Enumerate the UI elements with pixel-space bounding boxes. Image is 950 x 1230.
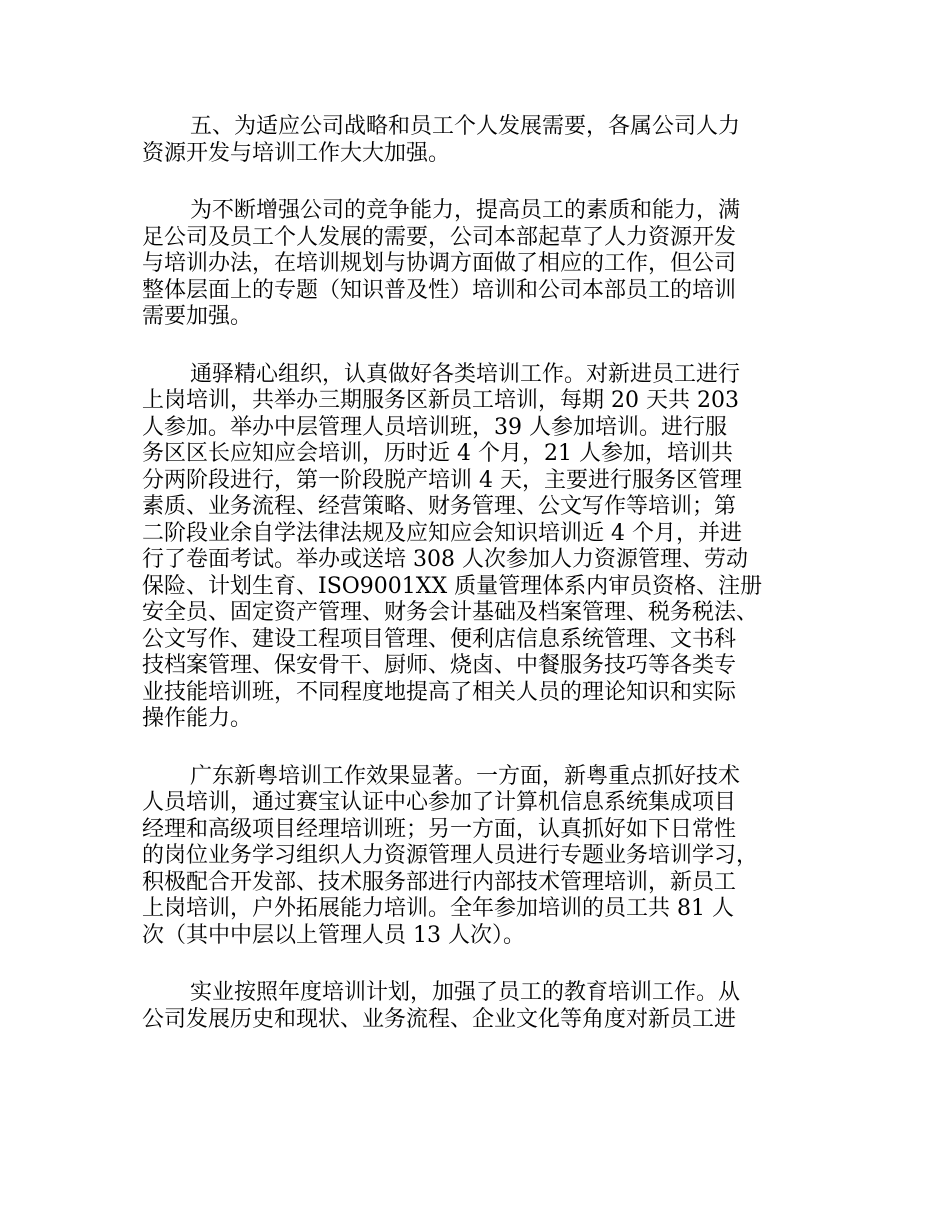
- document-body: [142, 114, 832, 1064]
- paragraph-training-overview: [142, 114, 832, 167]
- text-line: 技档案管理、保安骨干、厨师、烧卤、中餐服务技巧等各类专: [142, 653, 737, 678]
- text-line: 人员培训，通过赛宝认证中心参加了计算机信息系统集成项目: [142, 790, 737, 815]
- text-line: 操作能力。: [142, 706, 253, 731]
- text-line: 与培训办法，在培训规划与协调方面做了相应的工作，但公司: [142, 251, 737, 276]
- text-line: 保险、计划生育、ISO9001XX 质量管理体系内审员资格、注册: [142, 573, 763, 599]
- text-line: 二阶段业余自学法律法规及应知应会知识培训近 4 个月，并进: [142, 520, 742, 546]
- text-line: 公文写作、建设工程项目管理、便利店信息系统管理、文书科: [142, 626, 737, 652]
- text-line: 上岗培训，户外拓展能力培训。全年参加培训的员工共 81 人: [142, 896, 734, 921]
- text-line: 业技能培训班，不同程度地提高了相关人员的理论知识和实际: [142, 679, 737, 705]
- text-line: 资源开发与培训工作大大加强。: [142, 140, 451, 166]
- text-line: 五、为适应公司战略和员工个人发展需要，各属公司人力: [190, 114, 741, 139]
- text-line: 整体层面上的专题（知识普及性）培训和公司本部员工的培训: [142, 277, 737, 303]
- text-line: 人参加。举办中层管理人员培训班，39 人参加培训。进行服: [142, 414, 727, 440]
- text-line: 分两阶段进行，第一阶段脱产培训 4 天，主要进行服务区管理: [142, 467, 742, 493]
- text-line: 实业按照年度培训计划，加强了员工的教育培训工作。从: [190, 980, 741, 1005]
- paragraph-headquarters-training: [142, 198, 832, 331]
- paragraph-tongyi-training: [142, 362, 832, 733]
- text-line: 上岗培训，共举办三期服务区新员工培训，每期 20 天共 203: [142, 388, 739, 413]
- paragraph-industry-training: [142, 980, 832, 1033]
- text-line: 次（其中中层以上管理人员 13 人次）。: [142, 922, 525, 948]
- text-line: 广东新粤培训工作效果显著。一方面，新粤重点抓好技术: [190, 763, 741, 789]
- text-line: 通驿精心组织，认真做好各类培训工作。对新进员工进行: [190, 361, 741, 387]
- text-line: 务区区长应知应会培训，历时近 4 个月，21 人参加，培训共: [142, 441, 733, 466]
- text-line: 安全员、固定资产管理、财务会计基础及档案管理、税务税法、: [142, 600, 759, 625]
- text-line: 需要加强。: [142, 304, 253, 329]
- paragraph-xinyue-training: [142, 764, 832, 950]
- text-line: 积极配合开发部、技术服务部进行内部技术管理培训，新员工: [142, 869, 737, 895]
- text-line: 素质、业务流程、经营策略、财务管理、公文写作等培训；第: [142, 494, 737, 519]
- text-line: 公司发展历史和现状、业务流程、企业文化等角度对新员工进: [142, 1006, 737, 1032]
- text-line: 行了卷面考试。举办或送培 308 人次参加人力资源管理、劳动: [142, 547, 748, 572]
- text-line: 经理和高级项目经理培训班；另一方面，认真抓好如下日常性: [142, 816, 737, 842]
- text-line: 的岗位业务学习组织人力资源管理人员进行专题业务培训学习，: [142, 843, 759, 868]
- text-line: 足公司及员工个人发展的需要，公司本部起草了人力资源开发: [142, 224, 737, 250]
- text-line: 为不断增强公司的竞争能力，提高员工的素质和能力，满: [190, 198, 741, 223]
